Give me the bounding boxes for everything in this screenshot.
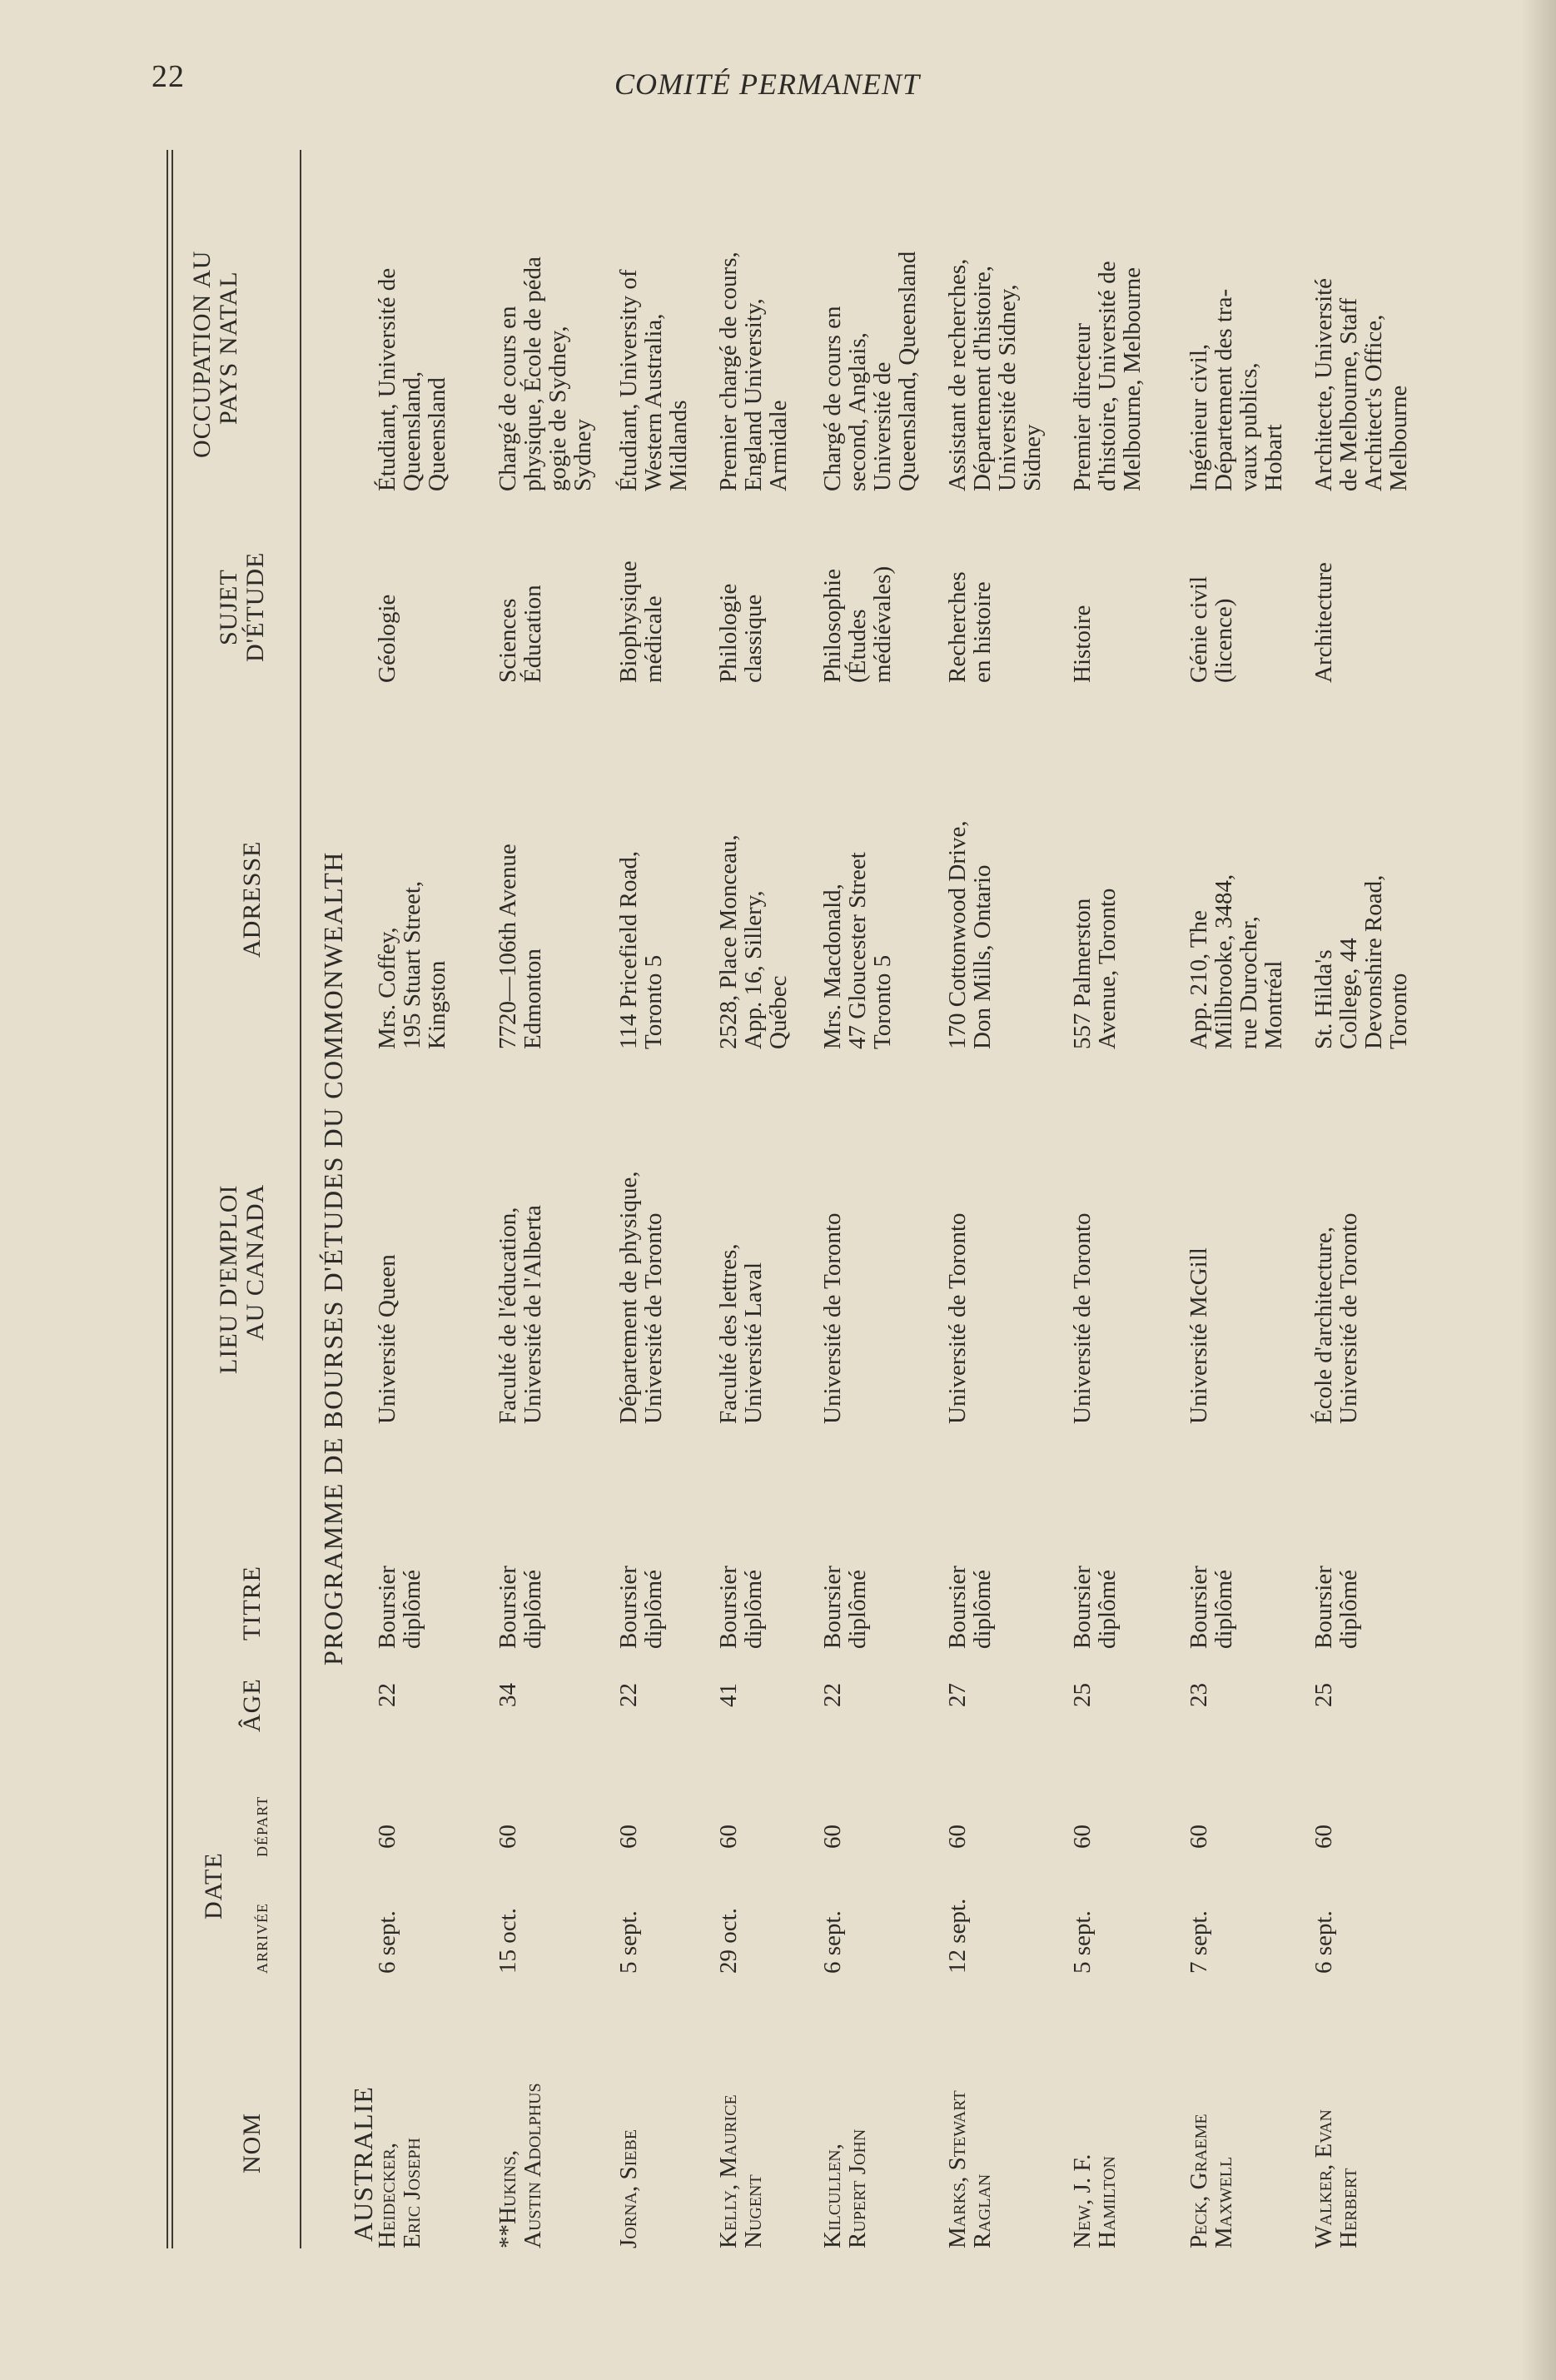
- cell-lieu: Université Queen: [374, 1254, 400, 1424]
- section-title: PROGRAMME DE BOURSES D'ÉTUDES DU COMMONWEALTH: [318, 851, 348, 1666]
- cell-titre: Boursier diplômé: [1310, 1566, 1362, 1649]
- running-title: COMITÉ PERMANENT: [614, 67, 920, 101]
- header-lieu-1: LIEU D'EMPLOI: [215, 1184, 242, 1374]
- cell-depart: 60: [615, 1825, 642, 1849]
- cell-nom: Jorna, Siebe: [615, 2129, 642, 2248]
- cell-depart: 60: [1310, 1825, 1337, 1849]
- cell-sujet: Philosophie (Études médiévales): [819, 565, 896, 683]
- cell-sujet: Histoire: [1069, 605, 1096, 683]
- table-top-rule: [167, 150, 168, 2248]
- table-row: [945, 150, 1066, 2248]
- header-bottom-rule: [300, 150, 301, 2248]
- cell-depart: 60: [374, 1825, 400, 1849]
- cell-lieu: Université de Toronto: [1069, 1212, 1096, 1424]
- header-titre: TITRE: [238, 1566, 266, 1641]
- cell-nom: Kelly, Maurice Nugent: [715, 2094, 767, 2248]
- table-row: [495, 150, 616, 2248]
- cell-arrivee: 6 sept.: [819, 1910, 846, 1974]
- cell-depart: 60: [944, 1825, 971, 1849]
- cell-occupation: Chargé de cours en physique, École de péda gogie de Sydney, Sydney: [495, 256, 596, 491]
- header-age: ÂGE: [238, 1678, 266, 1732]
- cell-age: 41: [715, 1683, 742, 1707]
- header-depart: DÉPART: [254, 1795, 271, 1857]
- header-lieu-2: AU CANADA: [241, 1183, 269, 1341]
- cell-age: 22: [374, 1683, 400, 1707]
- cell-sujet: Architecture: [1310, 562, 1337, 683]
- cell-titre: Boursier diplômé: [1186, 1566, 1237, 1649]
- cell-arrivee: 5 sept.: [615, 1910, 642, 1974]
- table-row: [1070, 150, 1191, 2248]
- cell-arrivee: 7 sept.: [1186, 1910, 1212, 1974]
- cell-arrivee: 12 sept.: [944, 1898, 971, 1974]
- cell-lieu: École d'architecture, Université de Toronto: [1310, 1212, 1362, 1424]
- cell-arrivee: 29 oct.: [715, 1908, 742, 1974]
- cell-nom: Peck, Graeme Maxwell: [1186, 2114, 1237, 2248]
- cell-occupation: Premier directeur d'histoire, Université de Melbourne, Melbourne: [1069, 261, 1146, 491]
- table-row: [820, 150, 941, 2248]
- cell-age: 22: [615, 1683, 642, 1707]
- cell-lieu: Faculté des lettres, Université Laval: [715, 1243, 767, 1424]
- cell-adresse: 170 Cottonwood Drive, Don Mills, Ontario: [944, 820, 996, 1049]
- cell-titre: Boursier diplômé: [944, 1566, 996, 1649]
- cell-nom: Kilcullen, Rupert John: [819, 2129, 871, 2248]
- header-sujet-1: SUJET: [215, 569, 242, 645]
- cell-adresse: 2528, Place Monceau, App. 16, Sillery, Québec: [715, 834, 792, 1049]
- cell-adresse: App. 210, The Millbrooke, 3484, rue Durocher, Montréal: [1186, 874, 1287, 1049]
- header-occupation-1: OCCUPATION AU: [188, 250, 216, 458]
- cell-titre: Boursier diplômé: [374, 1566, 425, 1649]
- cell-occupation: Architecte, Université de Melbourne, Staff Architect's Office, Melbourne: [1310, 277, 1412, 491]
- cell-sujet: Sciences Éducation: [495, 585, 546, 683]
- cell-titre: Boursier diplômé: [615, 1566, 667, 1649]
- cell-nom: Heidecker, Eric Joseph: [374, 2138, 425, 2248]
- cell-depart: 60: [495, 1825, 521, 1849]
- page-number: 22: [152, 59, 185, 94]
- cell-sujet: Géologie: [374, 594, 400, 683]
- header-date: DATE: [200, 1852, 227, 1919]
- cell-arrivee: 15 oct.: [495, 1908, 521, 1974]
- scholarship-table: [167, 150, 1499, 2248]
- cell-occupation: Premier chargé de cours, England University, Armidale: [715, 251, 792, 491]
- header-arrivee: ARRIVÉE: [254, 1903, 271, 1974]
- cell-adresse: 7720—106th Avenue Edmonton: [495, 844, 546, 1049]
- cell-sujet: Philologie classique: [715, 583, 767, 683]
- country-heading: AUSTRALIE: [348, 2086, 378, 2242]
- cell-nom: Marks, Stewart Raglan: [944, 2090, 996, 2248]
- page-edge-shadow: [1521, 0, 1556, 2380]
- cell-occupation: Ingénieur civil, Département des tra- vaux publics, Hobart: [1186, 288, 1287, 491]
- table-row: [375, 150, 495, 2248]
- cell-occupation: Étudiant, Université de Queensland, Queensland: [374, 267, 450, 491]
- cell-occupation: Étudiant, University of Western Australia, Midlands: [615, 269, 692, 491]
- cell-arrivee: 6 sept.: [374, 1910, 400, 1974]
- header-adresse: ADRESSE: [238, 840, 266, 958]
- cell-adresse: St. Hilda's College, 44 Devonshire Road, Toronto: [1310, 874, 1412, 1049]
- cell-age: 34: [495, 1683, 521, 1707]
- cell-titre: Boursier diplômé: [819, 1566, 871, 1649]
- cell-lieu: Faculté de l'éducation, Université de l'Alberta: [495, 1205, 546, 1424]
- cell-depart: 60: [1186, 1825, 1212, 1849]
- cell-sujet: Génie civil (licence): [1186, 575, 1237, 683]
- cell-titre: Boursier diplômé: [495, 1566, 546, 1649]
- cell-titre: Boursier diplômé: [715, 1566, 767, 1649]
- cell-lieu: Département de physique, Université de Toronto: [615, 1171, 667, 1424]
- table-top-rule-double: [172, 150, 173, 2248]
- cell-depart: 60: [715, 1825, 742, 1849]
- cell-nom: Walker, Evan Herbert: [1310, 2109, 1362, 2248]
- cell-adresse: Mrs. Macdonald, 47 Gloucester Street Toronto 5: [819, 852, 896, 1049]
- cell-age: 25: [1310, 1683, 1337, 1707]
- cell-nom: New, J. F. Hamilton: [1069, 2153, 1121, 2248]
- cell-lieu: Université de Toronto: [819, 1212, 846, 1424]
- cell-adresse: 114 Pricefield Road, Toronto 5: [615, 850, 667, 1049]
- cell-sujet: Biophysique médicale: [615, 560, 667, 683]
- cell-age: 27: [944, 1683, 971, 1707]
- cell-occupation: Chargé de cours en second, Anglais, Université de Queensland, Queensland: [819, 251, 921, 491]
- cell-arrivee: 6 sept.: [1310, 1910, 1337, 1974]
- cell-age: 22: [819, 1683, 846, 1707]
- cell-nom: **Hukins, Austin Adolphus: [495, 2083, 546, 2248]
- cell-adresse: 557 Palmerston Avenue, Toronto: [1069, 888, 1121, 1049]
- table-row: [1186, 150, 1307, 2248]
- header-nom: NOM: [238, 2112, 266, 2173]
- table-row: [1311, 150, 1432, 2248]
- cell-lieu: Université de Toronto: [944, 1212, 971, 1424]
- cell-sujet: Recherches en histoire: [944, 571, 996, 683]
- cell-arrivee: 5 sept.: [1069, 1910, 1096, 1974]
- cell-titre: Boursier diplômé: [1069, 1566, 1121, 1649]
- cell-occupation: Assistant de recherches, Département d'histoire, Université de Sidney, Sidney: [944, 258, 1046, 491]
- cell-adresse: Mrs. Coffey, 195 Stuart Street, Kingston: [374, 880, 450, 1049]
- cell-depart: 60: [819, 1825, 846, 1849]
- cell-depart: 60: [1069, 1825, 1096, 1849]
- cell-age: 23: [1186, 1683, 1212, 1707]
- cell-lieu: Université McGill: [1186, 1247, 1212, 1424]
- header-occupation-2: PAYS NATAL: [215, 271, 242, 425]
- header-sujet-2: D'ÉTUDE: [241, 551, 269, 662]
- cell-age: 25: [1069, 1683, 1096, 1707]
